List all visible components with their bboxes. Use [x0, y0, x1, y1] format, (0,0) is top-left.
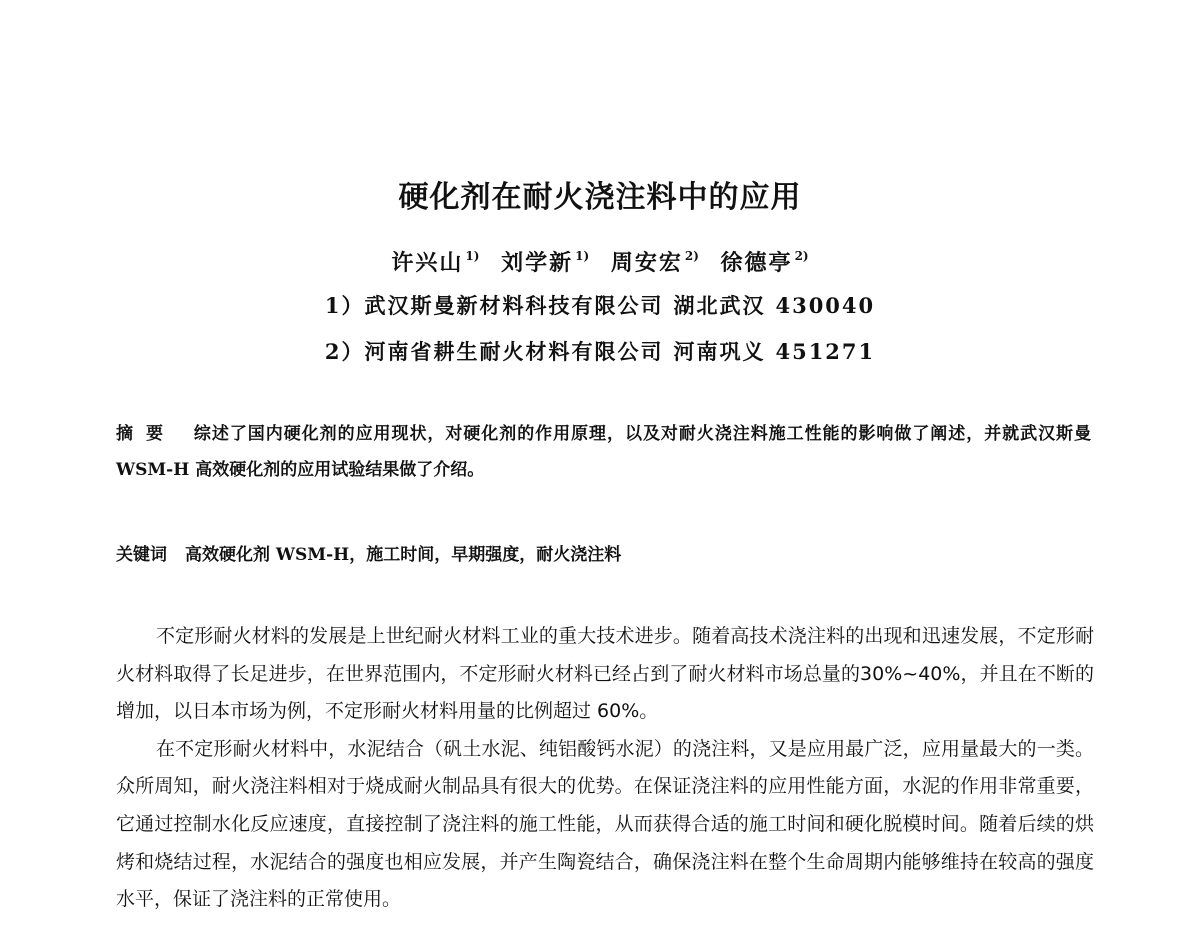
body-paragraph-1: 不定形耐火材料的发展是上世纪耐火材料工业的重大技术进步。随着高技术浇注料的出现和迅速发展，不定形耐火材料取得了长足进步，在世界范围内，不定形耐火材料已经占到了耐火材料市场总量的30%~40%，并且在不断的增加，以日本市场为例，不定形耐火材料用量的比例超过 60%。	[116, 625, 1094, 723]
author-affil-mark: 2)	[794, 249, 809, 263]
keywords-label: 关键词	[116, 545, 167, 565]
affiliation-1	[0, 290, 1200, 320]
keywords-block	[116, 540, 1091, 570]
author-4	[721, 246, 809, 277]
affiliation-org: 武汉斯曼新材料科技有限公司	[364, 293, 664, 318]
affiliation-org: 河南省耕生耐火材料有限公司	[364, 339, 664, 364]
author-affil-mark: 1)	[575, 249, 590, 263]
author-name: 许兴山	[391, 250, 464, 276]
author-affil-mark: 1)	[465, 249, 480, 263]
author-name: 刘学新	[501, 250, 574, 276]
author-2	[501, 246, 589, 277]
author-name: 徐德亭	[720, 250, 793, 276]
author-list	[0, 246, 1200, 277]
abstract-label: 摘要	[116, 424, 176, 444]
affiliation-place: 湖北武汉	[673, 293, 766, 318]
author-1	[391, 246, 479, 277]
abstract-block	[116, 416, 1091, 488]
author-name: 周安宏	[610, 250, 683, 276]
affiliation-index: 1）	[324, 293, 365, 318]
keywords-text: 高效硬化剂 WSM-H，施工时间，早期强度，耐火浇注料	[185, 545, 622, 565]
author-3	[611, 246, 699, 277]
body-paragraph-2: 在不定形耐火材料中，水泥结合（矾土水泥、纯铝酸钙水泥）的浇注料，又是应用最广泛，应用量最大的一类。众所周知，耐火浇注料相对于烧成耐火制品具有很大的优势。在保证浇注料的应用性能方面，水泥的作用非常重要，它通过控制水化反应速度，直接控制了浇注料的施工性能，从而获得合适的施工时间和硬化脱模时间。随着后续的烘烤和烧结过程，水泥结合的强度也相应发展，并产生陶瓷结合，确保浇注料在整个生命周期内能够维持在较高的强度水平，保证了浇注料的正常使用。	[116, 737, 1094, 911]
body-text	[116, 618, 1094, 919]
affiliation-place: 河南巩义	[673, 339, 766, 364]
abstract-text: 综述了国内硬化剂的应用现状，对硬化剂的作用原理，以及对耐火浇注料施工性能的影响做了阐述，并就武汉斯曼 WSM-H 高效硬化剂的应用试验结果做了介绍。	[116, 424, 1091, 480]
affiliation-postcode: 451271	[775, 339, 876, 364]
author-affil-mark: 2)	[684, 249, 699, 263]
affiliation-index: 2）	[324, 339, 365, 364]
affiliation-postcode: 430040	[775, 293, 876, 318]
affiliation-2	[0, 336, 1200, 366]
paper-title: 硬化剂在耐火浇注料中的应用	[398, 180, 802, 215]
